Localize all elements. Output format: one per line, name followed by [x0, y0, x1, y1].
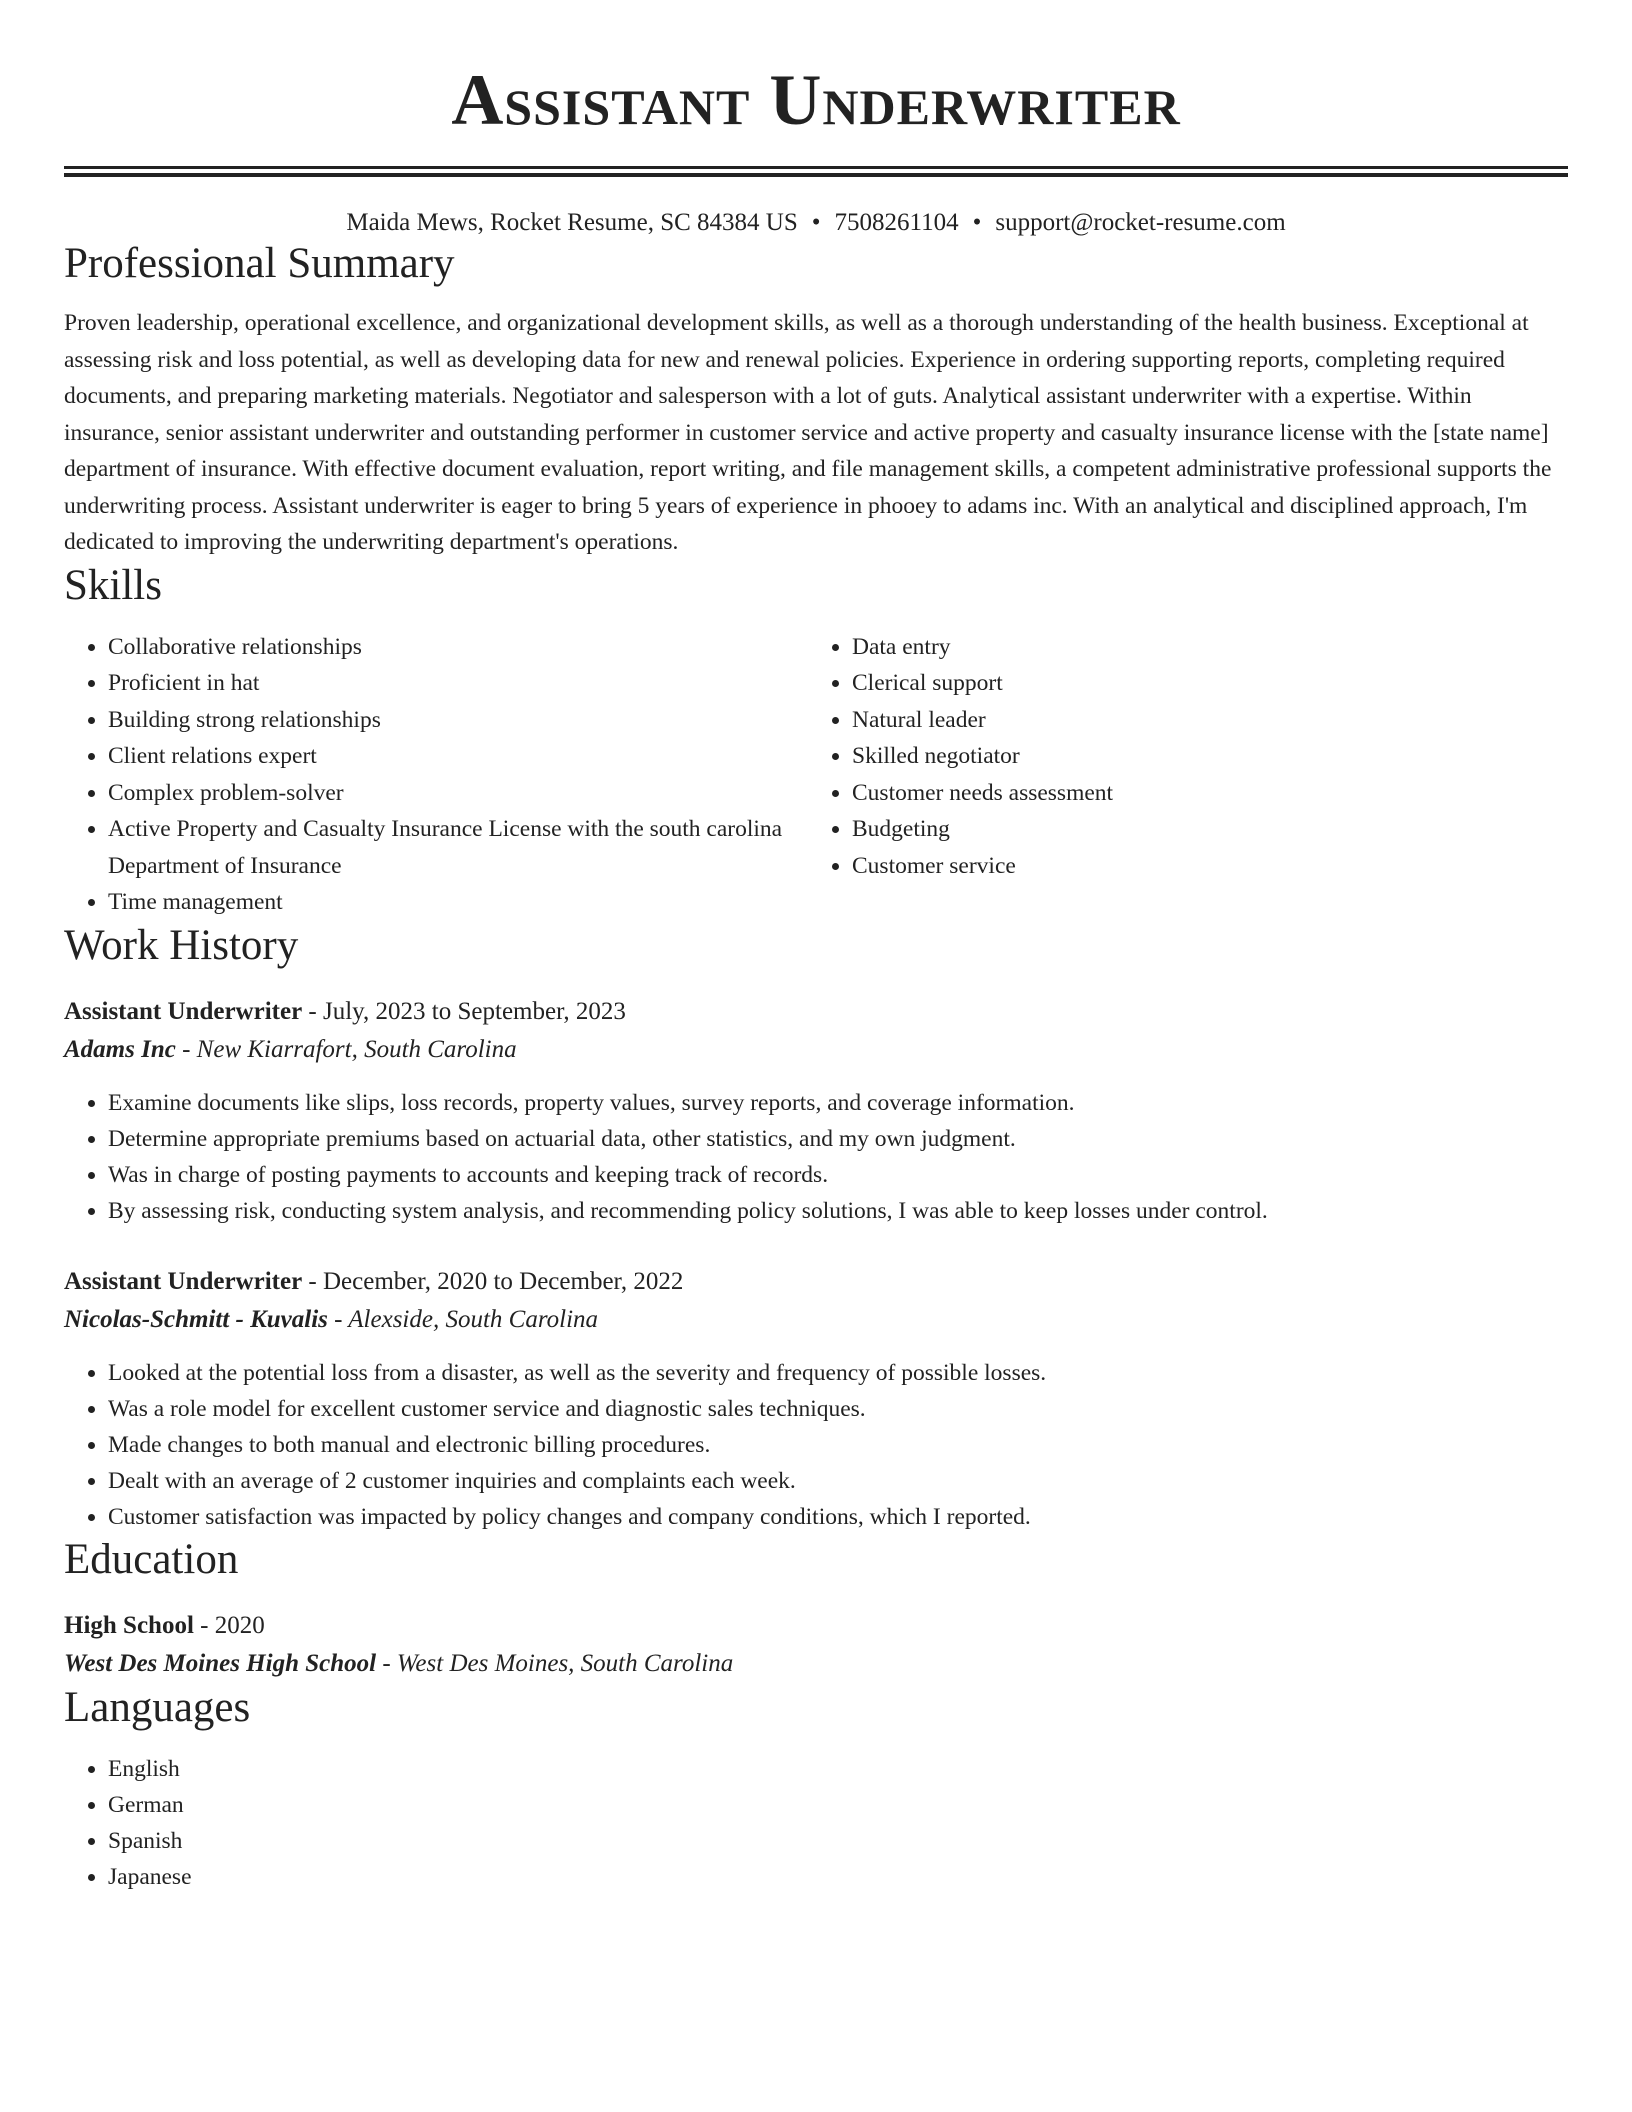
language-item: • English — [108, 1751, 1568, 1787]
job-employer — [64, 1031, 1568, 1069]
job-entry — [64, 1263, 1568, 1535]
skill-item: • Complex problem-solver — [108, 775, 808, 812]
skill-item: • Data entry — [852, 629, 1508, 666]
skills-column-left — [64, 629, 808, 921]
resume-title: Assistant Underwriter — [451, 60, 1181, 140]
education-degree: High School — [64, 1611, 194, 1639]
contact-separator: • — [972, 209, 982, 236]
job-duty: • Determine appropriate premiums based on actuarial data, other statistics, and my own judgment. — [108, 1121, 1568, 1157]
job-heading — [64, 993, 1568, 1031]
job-duties — [64, 1355, 1568, 1535]
contact-address: Maida Mews, Rocket Resume, SC 84384 US — [346, 209, 798, 236]
skill-item: • Customer service — [852, 848, 1508, 885]
contact-separator: • — [811, 209, 821, 236]
job-heading — [64, 1263, 1568, 1301]
job-duty: • Looked at the potential loss from a disaster, as well as the severity and frequency of possible losses. — [108, 1355, 1568, 1391]
education-heading-line — [64, 1607, 1568, 1645]
skills-list — [64, 629, 1568, 921]
work-history-heading: Work History — [64, 921, 299, 969]
education-heading: Education — [64, 1535, 239, 1583]
education-school-line — [64, 1645, 1568, 1683]
education-location: - West Des Moines, South Carolina — [376, 1649, 734, 1677]
contact-phone: 7508261104 — [834, 209, 959, 236]
language-item: • Japanese — [108, 1859, 1568, 1895]
skill-item: • Collaborative relationships — [108, 629, 808, 666]
job-duty: • Was in charge of posting payments to accounts and keeping track of records. — [108, 1157, 1568, 1193]
education-entry — [64, 1607, 1568, 1683]
summary-text: Proven leadership, operational excellence, and organizational development skills, as well as a thorough understanding of the health business. Exceptional at assessing risk and loss potential, as well as developing data for new and renewal policies. Experience in ordering supporting reports, completing required documents, and preparing marketing materials. Negotiator and salesperson with a lot of guts. Analytical assistant underwriter with a expertise. Within insurance, senior assistant underwriter and outstanding performer in customer service and active property and casualty insurance license with the [state name] department of insurance. With effective document evaluation, report writing, and file management skills, a competent administrative professional supports the underwriting process. Assistant underwriter is eager to bring 5 years of experience in phooey to adams inc. With an analytical and disciplined approach, I'm dedicated to improving the underwriting department's operations. — [64, 310, 1552, 555]
job-duty: • Examine documents like slips, loss records, property values, survey reports, and coverage information. — [108, 1085, 1568, 1121]
skill-item: • Clerical support — [852, 665, 1508, 702]
skill-item: • Active Property and Casualty Insurance License with the south carolina Department of Insurance — [108, 811, 808, 884]
skill-item: • Customer needs assessment — [852, 775, 1508, 812]
language-item: • Spanish — [108, 1823, 1568, 1859]
job-location: - Alexside, South Carolina — [327, 1305, 599, 1333]
job-duty: • Dealt with an average of 2 customer inquiries and complaints each week. — [108, 1463, 1568, 1499]
job-dates: - December, 2020 to December, 2022 — [302, 1267, 684, 1295]
job-duty: • By assessing risk, conducting system analysis, and recommending policy solutions, I was able to keep losses under control. — [108, 1193, 1568, 1229]
job-duty: • Was a role model for excellent customer service and diagnostic sales techniques. — [108, 1391, 1568, 1427]
job-role: Assistant Underwriter — [64, 997, 303, 1025]
skill-item: • Natural leader — [852, 702, 1508, 739]
language-item: • German — [108, 1787, 1568, 1823]
job-duty: • Customer satisfaction was impacted by policy changes and company conditions, which I reported. — [108, 1499, 1568, 1535]
skill-item: • Skilled negotiator — [852, 738, 1508, 775]
skill-item: • Time management — [108, 884, 808, 921]
education-school: West Des Moines High School — [64, 1649, 377, 1677]
languages-list — [64, 1751, 1568, 1895]
summary-heading: Professional Summary — [64, 240, 455, 287]
education-year: - 2020 — [193, 1611, 265, 1639]
job-employer — [64, 1301, 1568, 1339]
skill-item: • Proficient in hat — [108, 665, 808, 702]
job-entry — [64, 993, 1568, 1229]
contact-line — [64, 207, 1568, 239]
job-role: Assistant Underwriter — [64, 1267, 303, 1295]
job-duties — [64, 1085, 1568, 1229]
skills-column-right — [808, 629, 1508, 921]
job-company: Adams Inc — [64, 1035, 176, 1063]
skill-item: • Client relations expert — [108, 738, 808, 775]
skill-item: • Building strong relationships — [108, 702, 808, 739]
contact-email[interactable]: support@rocket-resume.com — [995, 209, 1286, 236]
job-dates: - July, 2023 to September, 2023 — [302, 997, 626, 1025]
job-duty: • Made changes to both manual and electronic billing procedures. — [108, 1427, 1568, 1463]
skill-item: • Budgeting — [852, 811, 1508, 848]
job-company: Nicolas-Schmitt - Kuvalis — [64, 1305, 328, 1333]
job-location: - New Kiarrafort, South Carolina — [175, 1035, 517, 1063]
languages-heading: Languages — [64, 1683, 251, 1731]
skills-heading: Skills — [64, 561, 162, 609]
title-divider — [64, 166, 1568, 177]
